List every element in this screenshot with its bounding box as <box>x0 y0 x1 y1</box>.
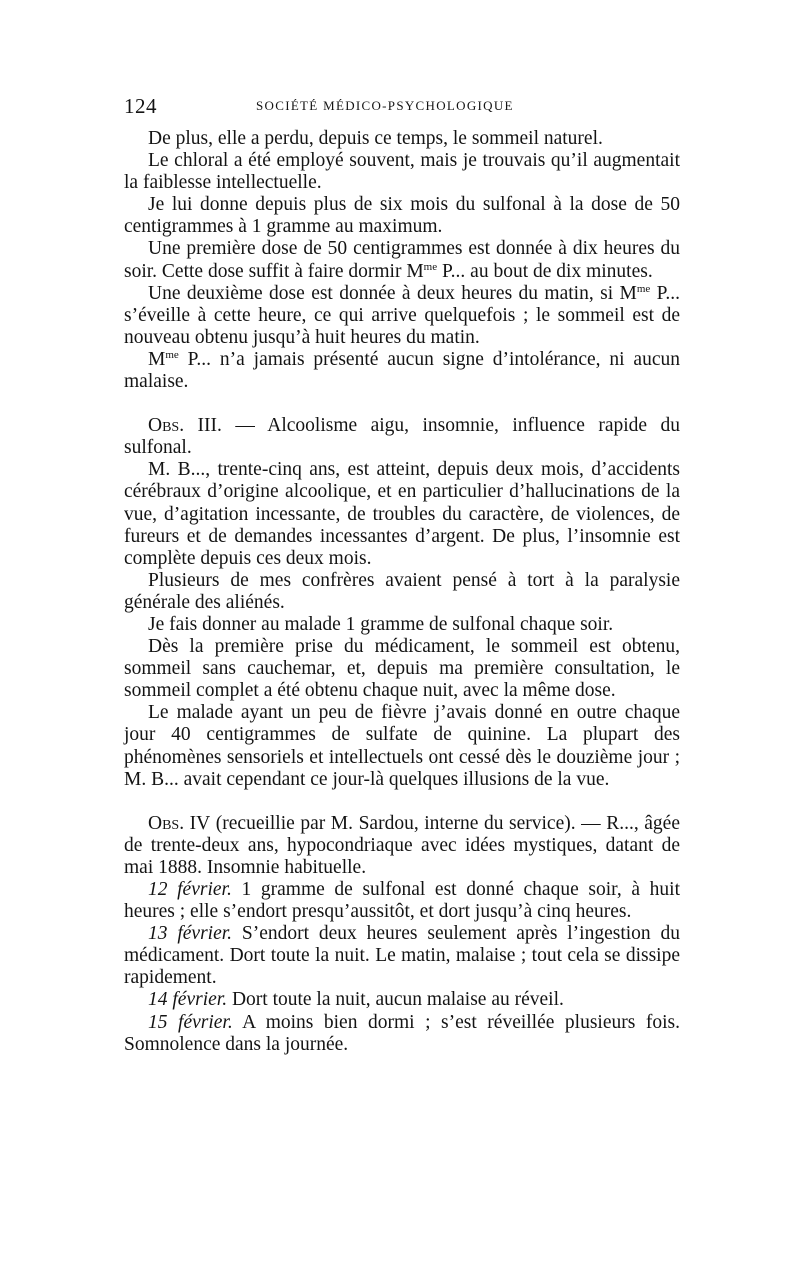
text-run: P... s’éveille à cette heure, ce qui arrive quelquefois ; le sommeil est de nouveau obtenu jusqu’à huit heures du matin. <box>124 282 680 348</box>
paragraph: Je lui donne depuis plus de six mois du sulfonal à la dose de 50 centigrammes à 1 gramme au maximum. <box>124 194 680 238</box>
observation-title: — Alcoolisme aigu, insomnie, influence rapide du sulfonal. <box>124 415 681 459</box>
entry-date: 13 février. <box>148 923 233 945</box>
body-text <box>124 128 680 1056</box>
text-run: P... n’a jamais présenté aucun signe d’intolérance, ni aucun malaise. <box>124 348 680 393</box>
superscript: me <box>165 348 179 361</box>
entry-date: 12 février. <box>148 879 232 900</box>
text-run: P... au bout de dix minutes. <box>437 260 653 282</box>
text-run: Une première dose de 50 centigrammes est donnée à dix heures du soir. Cette dose suffit à faire dormir M <box>124 238 680 282</box>
text-run: M <box>148 348 166 370</box>
entry-date: 14 février. <box>148 989 228 1011</box>
paragraph <box>124 283 680 349</box>
diary-entry <box>124 879 680 923</box>
observation-label: Obs. III. <box>148 415 222 437</box>
entry-text: Dort toute la nuit, aucun malaise au réveil. <box>227 989 564 1011</box>
observation-heading <box>124 415 680 459</box>
observation-heading <box>124 813 680 879</box>
entry-date: 15 février. <box>148 1011 233 1033</box>
paragraph: Le malade ayant un peu de fièvre j’avais donné en outre chaque jour 40 centigrammes de sulfate de quinine. La plupart des phénomènes sensoriels et intellectuels ont cessé dès le douzième jour ; M. B... avait cependant ce jour-là quelques illusions de la vue. <box>124 702 680 790</box>
paragraph: Plusieurs de mes confrères avaient pensé à tort à la paralysie générale des aliénés. <box>124 569 680 613</box>
running-title: SOCIÉTÉ MÉDICO-PSYCHOLOGIQUE <box>256 98 514 113</box>
superscript: me <box>636 282 651 295</box>
superscript: me <box>423 260 438 273</box>
diary-entry <box>124 1012 680 1056</box>
observation-label: Obs. IV <box>148 812 211 834</box>
entry-text: 1 gramme de sulfonal est donné chaque soir, à huit heures ; elle s’endort presqu’aussitôt, et dort jusqu’à cinq heures. <box>124 879 680 923</box>
paragraph: Je fais donner au malade 1 gramme de sulfonal chaque soir. <box>148 613 614 635</box>
paragraph: Dès la première prise du médicament, le sommeil est obtenu, sommeil sans cauchemar, et, depuis ma première consultation, le sommeil complet a été obtenu chaque nuit, avec la même dose. <box>124 636 680 702</box>
page-number: 124 <box>124 94 157 118</box>
paragraph <box>124 238 680 282</box>
page-header <box>124 94 680 118</box>
diary-entry <box>124 989 680 1011</box>
entry-text: S’endort deux heures seulement après l’ingestion du médicament. Dort toute la nuit. Le matin, malaise ; tout cela se dissipe rapidement. <box>124 923 680 989</box>
paragraph: M. B..., trente-cinq ans, est atteint, depuis deux mois, d’accidents cérébraux d’origine alcoolique, et en particulier d’hallucinations de la vue, d’agitation incessante, de troubles du caractère, de violences, de fureurs et de demandes incessantes d’argent. De plus, l’insomnie est complète depuis ces deux mois. <box>124 459 680 569</box>
text-run: Une deuxième dose est donnée à deux heures du matin, si M <box>148 282 637 304</box>
entry-text: A moins bien dormi ; s’est réveillée plusieurs fois. Somnolence dans la journée. <box>124 1011 680 1055</box>
paragraph <box>124 349 680 393</box>
paragraph: Le chloral a été employé souvent, mais je trouvais qu’il augmentait la faiblesse intellectuelle. <box>124 150 680 194</box>
diary-entry <box>124 923 680 989</box>
observation-title: (recueillie par M. Sardou, interne du service). — R..., âgée de trente-deux ans, hypocondriaque avec idées mystiques, datant de mai 1888. Insomnie habituelle. <box>124 812 680 878</box>
paragraph: De plus, elle a perdu, depuis ce temps, le sommeil naturel. <box>148 128 603 149</box>
